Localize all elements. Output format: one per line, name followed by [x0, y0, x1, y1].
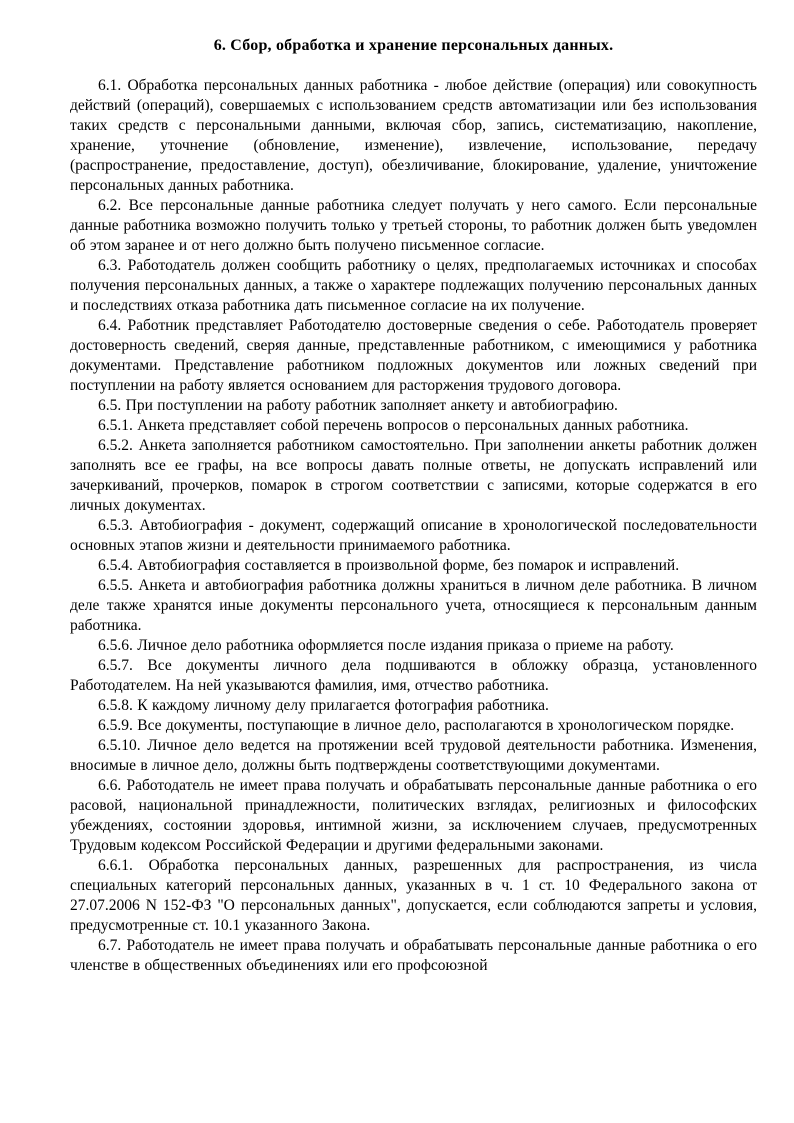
paragraph-6-5-3: 6.5.3. Автобиография - документ, содержащий описание в хронологической последовательности основных этапов жизни и деятельности принимаемого работника.: [70, 517, 757, 554]
paragraph-6-5-1: 6.5.1. Анкета представляет собой перечень вопросов о персональных данных работника.: [98, 417, 689, 434]
paragraph-6-5-9: 6.5.9. Все документы, поступающие в личное дело, располагаются в хронологическом порядке.: [98, 717, 735, 734]
paragraph-6-3: 6.3. Работодатель должен сообщить работнику о целях, предполагаемых источниках и способах получения персональных данных, а также о характере подлежащих получению персональных данных и последствиях отказа работника дать письменное согласие на их получение.: [70, 257, 757, 314]
paragraph-6-5-8: 6.5.8. К каждому личному делу прилагается фотография работника.: [98, 697, 549, 714]
section-title: 6. Сбор, обработка и хранение персональных данных.: [213, 37, 614, 54]
paragraph-6-5-2: 6.5.2. Анкета заполняется работником самостоятельно. При заполнении анкеты работник должен заполнять все ее графы, на все вопросы давать полные ответы, не допускать исправлений или зачеркиваний, прочерков, помарок в строгом соответствии с записями, которые содержатся в его личных документах.: [70, 437, 757, 514]
paragraph-6-5-10: 6.5.10. Личное дело ведется на протяжении всей трудовой деятельности работника. Изменения, вносимые в личное дело, должны быть подтверждены соответствующими документами.: [70, 737, 757, 774]
paragraph-6-5-7: 6.5.7. Все документы личного дела подшиваются в обложку образца, установленного Работодателем. На ней указываются фамилия, имя, отчество работника.: [70, 657, 757, 694]
paragraph-6-5-5: 6.5.5. Анкета и автобиография работника должны храниться в личном деле работника. В личном деле также хранятся иные документы персонального учета, относящиеся к персональным данным работника.: [70, 577, 757, 634]
paragraph-6-5-4: 6.5.4. Автобиография составляется в произвольной форме, без помарок и исправлений.: [98, 557, 680, 574]
paragraph-6-6: 6.6. Работодатель не имеет права получать и обрабатывать персональные данные работника о его расовой, национальной принадлежности, политических взглядах, религиозных и философских убеждениях, состоянии здоровья, интимной жизни, за исключением случаев, предусмотренных Трудовым кодексом Российской Федерации и другими федеральными законами.: [70, 777, 757, 854]
paragraph-6-5: 6.5. При поступлении на работу работник заполняет анкету и автобиографию.: [98, 397, 618, 414]
paragraph-6-5-6: 6.5.6. Личное дело работника оформляется после издания приказа о приеме на работу.: [98, 637, 674, 654]
paragraph-6-4: 6.4. Работник представляет Работодателю достоверные сведения о себе. Работодатель проверяет достоверность сведений, сверяя данные, представленные работником, с имеющимися у работника документами. Представление работником подложных документов или ложных сведений при поступлении на работу является основанием для расторжения трудового договора.: [70, 317, 757, 394]
paragraph-6-2: 6.2. Все персональные данные работника следует получать у него самого. Если персональные данные работника возможно получить только у третьей стороны, то работник должен быть уведомлен об этом заранее и от него должно быть получено письменное согласие.: [70, 197, 757, 254]
paragraph-6-1: 6.1. Обработка персональных данных работника - любое действие (операция) или совокупность действий (операций), совершаемых с использованием средств автоматизации или без использования таких средств с персональными данными, включая сбор, запись, систематизацию, накопление, хранение, уточнение (обновление, изменение), извлечение, использование, передачу (распространение, предоставление, доступ), обезличивание, блокирование, удаление, уничтожение персональных данных работника.: [70, 77, 757, 194]
paragraph-6-6-1: 6.6.1. Обработка персональных данных, разрешенных для распространения, из числа специальных категорий персональных данных, указанных в ч. 1 ст. 10 Федерального закона от 27.07.2006 N 152-ФЗ "О персональных данных", допускается, если соблюдаются запреты и условия, предусмотренные ст. 10.1 указанного Закона.: [70, 857, 757, 934]
paragraph-6-7: 6.7. Работодатель не имеет права получать и обрабатывать персональные данные работника о его членстве в общественных объединениях или его профсоюзной: [70, 937, 757, 974]
document-body: [70, 76, 757, 976]
